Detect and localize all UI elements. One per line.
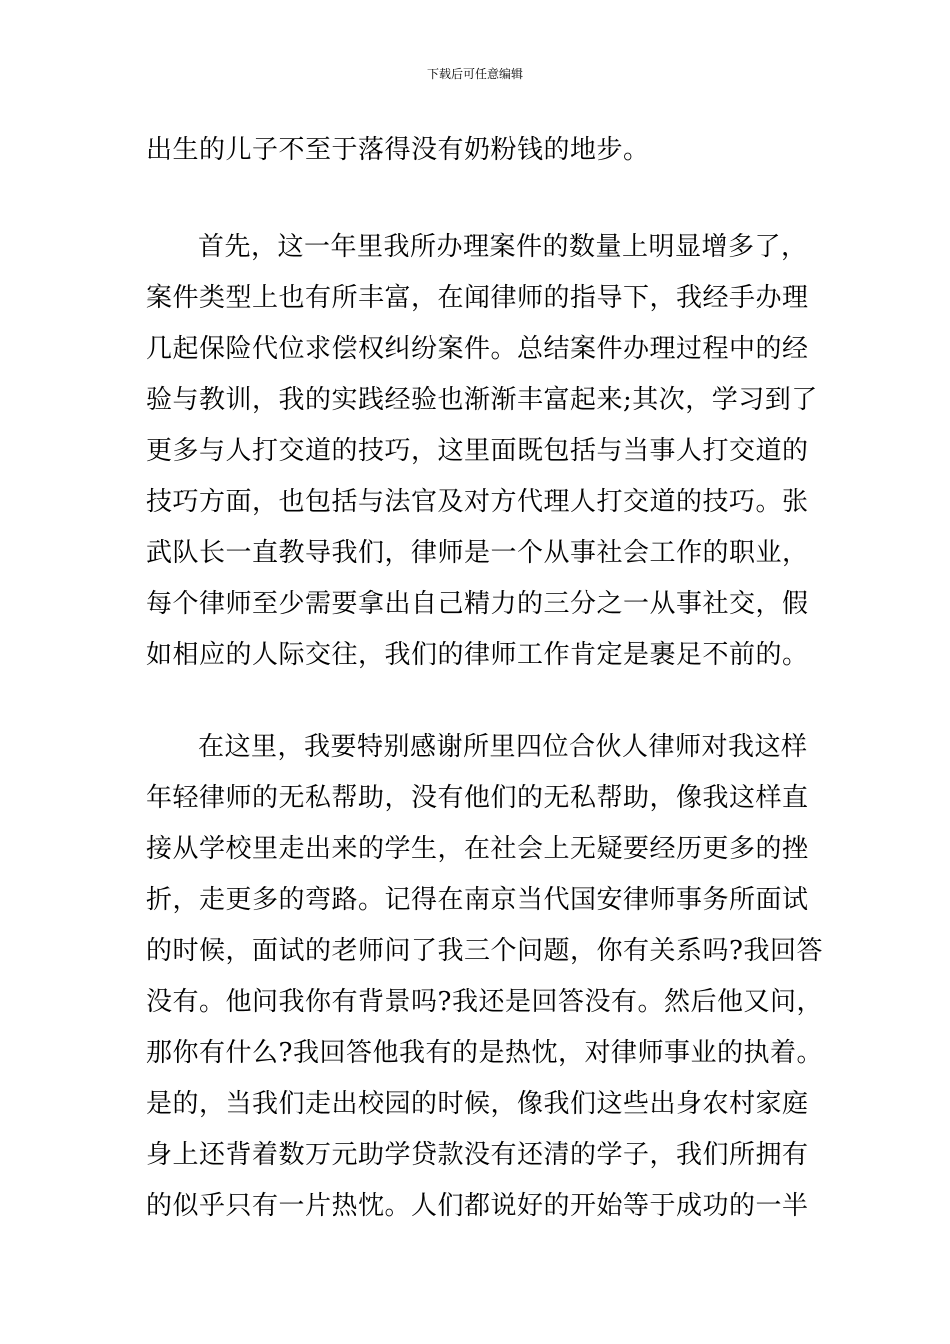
text-line: 没有。他问我你有背景吗?我还是回答没有。然后他又问， xyxy=(146,987,823,1017)
text-line: 那你有什么?我回答他我有的是热忱，对律师事业的执着。 xyxy=(146,1038,823,1068)
text-line: 在这里，我要特别感谢所里四位合伙人律师对我这样 xyxy=(198,732,808,762)
text-line: 武队长一直教导我们，律师是一个从事社会工作的职业， xyxy=(146,538,809,568)
text-line: 的时候，面试的老师问了我三个问题，你有关系吗?我回答 xyxy=(146,936,823,966)
text-line: 出生的儿子不至于落得没有奶粉钱的地步。 xyxy=(146,135,650,165)
text-line: 验与教训，我的实践经验也渐渐丰富起来;其次，学习到了 xyxy=(146,385,818,415)
text-line: 首先，这一年里我所办理案件的数量上明显增多了， xyxy=(198,232,808,262)
text-line: 折，走更多的弯路。记得在南京当代国安律师事务所面试 xyxy=(146,885,809,915)
text-line: 身上还背着数万元助学贷款没有还清的学子，我们所拥有 xyxy=(146,1140,809,1170)
paragraph-3 xyxy=(146,722,823,1232)
paragraph-2 xyxy=(146,222,818,681)
page-header-note: 下载后可任意编辑 xyxy=(426,67,523,81)
text-line: 如相应的人际交往，我们的律师工作肯定是裹足不前的。 xyxy=(146,640,809,670)
text-line: 几起保险代位求偿权纠纷案件。总结案件办理过程中的经 xyxy=(146,334,809,364)
text-line: 技巧方面，也包括与法官及对方代理人打交道的技巧。张 xyxy=(146,487,809,517)
text-line: 更多与人打交道的技巧，这里面既包括与当事人打交道的 xyxy=(146,436,809,466)
paragraph-1 xyxy=(146,125,806,176)
text-line: 每个律师至少需要拿出自己精力的三分之一从事社交，假 xyxy=(146,589,809,619)
text-line: 是的，当我们走出校园的时候，像我们这些出身农村家庭 xyxy=(146,1089,809,1119)
text-line: 案件类型上也有所丰富，在闻律师的指导下，我经手办理 xyxy=(146,283,809,313)
text-line: 接从学校里走出来的学生，在社会上无疑要经历更多的挫 xyxy=(146,834,809,864)
text-line: 年轻律师的无私帮助，没有他们的无私帮助，像我这样直 xyxy=(146,783,809,813)
text-line: 的似乎只有一片热忱。人们都说好的开始等于成功的一半 xyxy=(146,1191,809,1221)
